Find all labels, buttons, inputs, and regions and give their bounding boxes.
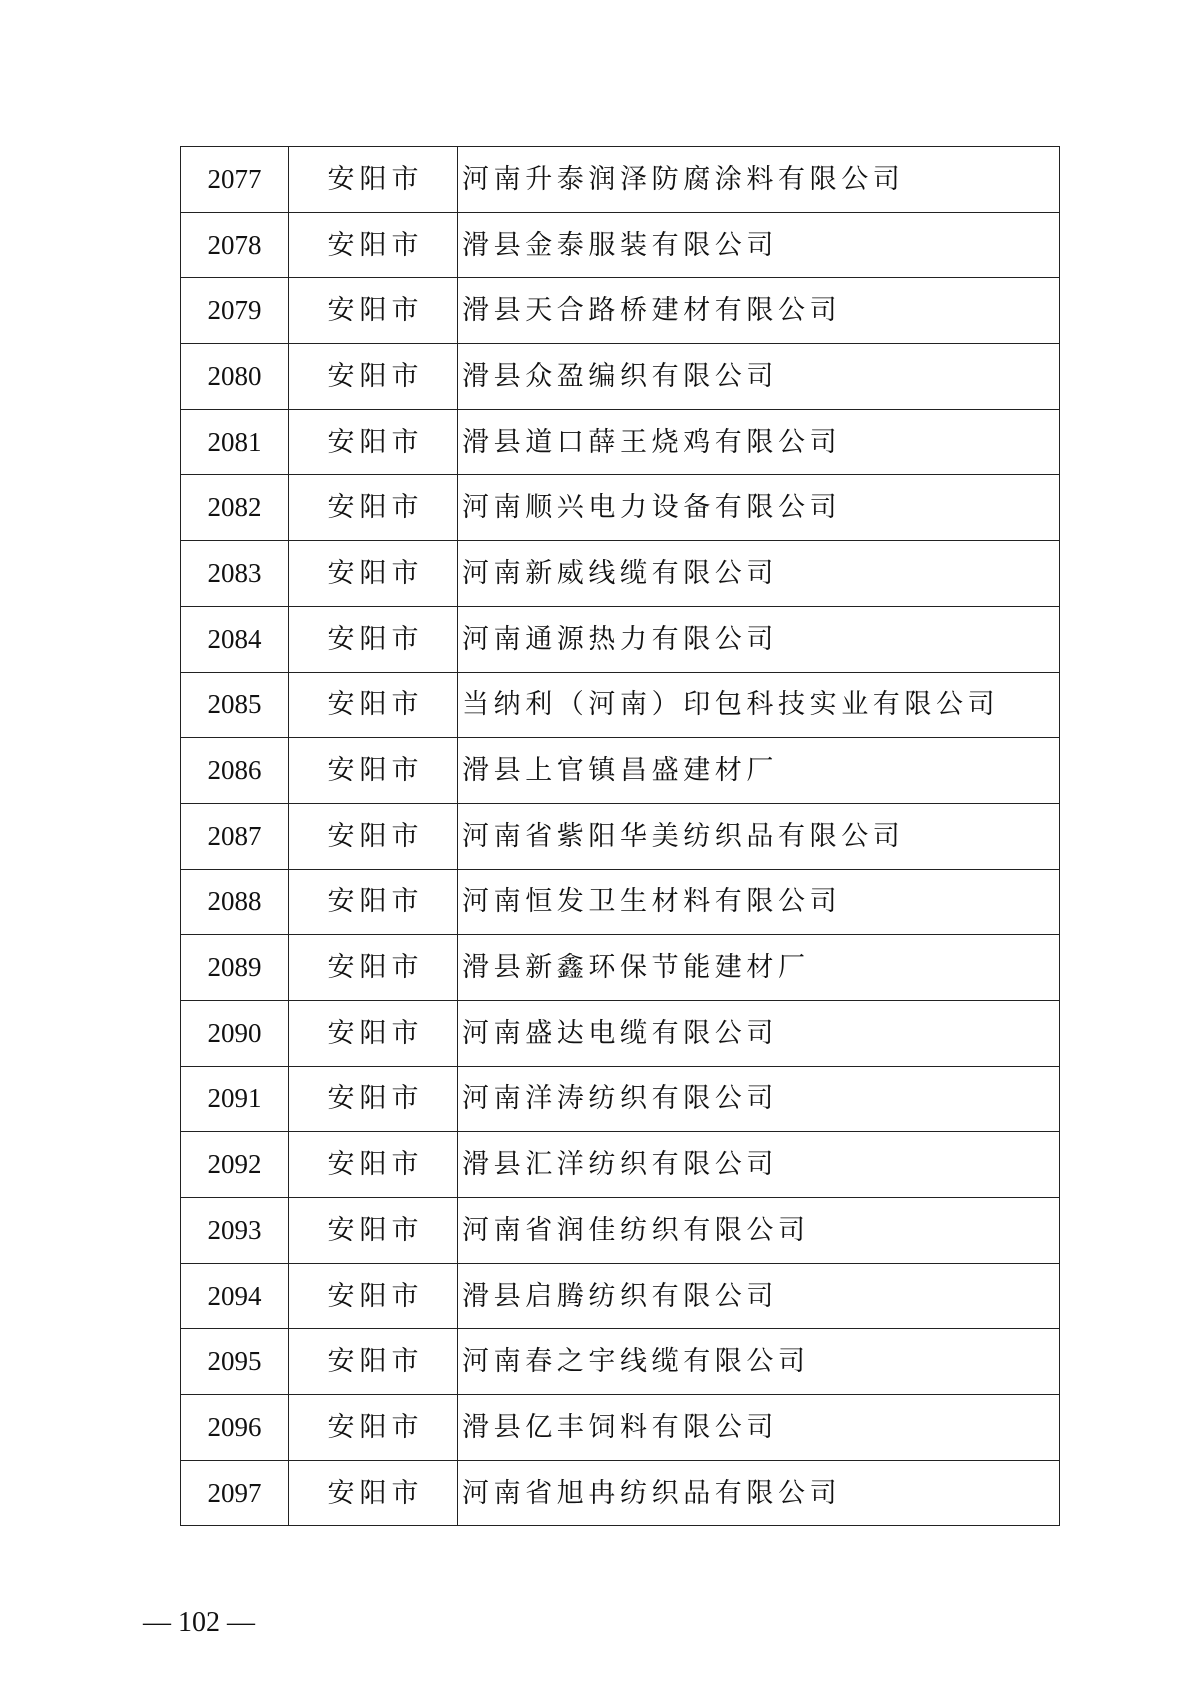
row-city: 安阳市 xyxy=(289,344,458,410)
row-number: 2090 xyxy=(181,1000,289,1066)
row-number: 2078 xyxy=(181,212,289,278)
table-row xyxy=(181,738,1060,804)
table-row xyxy=(181,1000,1060,1066)
row-company-name: 河南省紫阳华美纺织品有限公司 xyxy=(458,803,1060,869)
row-city: 安阳市 xyxy=(289,1329,458,1395)
row-company-name: 河南洋涛纺织有限公司 xyxy=(458,1066,1060,1132)
row-company-name: 河南春之宇线缆有限公司 xyxy=(458,1329,1060,1395)
row-number: 2091 xyxy=(181,1066,289,1132)
row-company-name: 河南新威线缆有限公司 xyxy=(458,541,1060,607)
row-company-name: 滑县道口薛王烧鸡有限公司 xyxy=(458,409,1060,475)
row-company-name: 河南盛达电缆有限公司 xyxy=(458,1000,1060,1066)
table-row xyxy=(181,344,1060,410)
row-number: 2084 xyxy=(181,606,289,672)
row-city: 安阳市 xyxy=(289,1198,458,1264)
table-row xyxy=(181,606,1060,672)
row-city: 安阳市 xyxy=(289,1066,458,1132)
row-number: 2083 xyxy=(181,541,289,607)
table-row xyxy=(181,475,1060,541)
row-city: 安阳市 xyxy=(289,935,458,1001)
table-row xyxy=(181,409,1060,475)
row-number: 2094 xyxy=(181,1263,289,1329)
row-number: 2081 xyxy=(181,409,289,475)
row-company-name: 滑县亿丰饲料有限公司 xyxy=(458,1395,1060,1461)
row-number: 2077 xyxy=(181,147,289,213)
table-row xyxy=(181,803,1060,869)
row-company-name: 河南省旭冉纺织品有限公司 xyxy=(458,1460,1060,1526)
row-city: 安阳市 xyxy=(289,1132,458,1198)
row-number: 2088 xyxy=(181,869,289,935)
row-number: 2092 xyxy=(181,1132,289,1198)
row-city: 安阳市 xyxy=(289,738,458,804)
row-number: 2085 xyxy=(181,672,289,738)
row-city: 安阳市 xyxy=(289,803,458,869)
row-company-name: 河南通源热力有限公司 xyxy=(458,606,1060,672)
table-row xyxy=(181,1263,1060,1329)
row-number: 2086 xyxy=(181,738,289,804)
table-row xyxy=(181,1132,1060,1198)
row-city: 安阳市 xyxy=(289,1263,458,1329)
row-city: 安阳市 xyxy=(289,1460,458,1526)
row-company-name: 滑县众盈编织有限公司 xyxy=(458,344,1060,410)
table-row xyxy=(181,147,1060,213)
row-number: 2080 xyxy=(181,344,289,410)
row-city: 安阳市 xyxy=(289,409,458,475)
row-company-name: 滑县天合路桥建材有限公司 xyxy=(458,278,1060,344)
table-row xyxy=(181,1198,1060,1264)
row-company-name: 滑县启腾纺织有限公司 xyxy=(458,1263,1060,1329)
table-row xyxy=(181,278,1060,344)
row-company-name: 滑县上官镇昌盛建材厂 xyxy=(458,738,1060,804)
table-body xyxy=(181,147,1060,1526)
row-city: 安阳市 xyxy=(289,1000,458,1066)
row-company-name: 滑县汇洋纺织有限公司 xyxy=(458,1132,1060,1198)
table-row xyxy=(181,1066,1060,1132)
row-company-name: 当纳利（河南）印包科技实业有限公司 xyxy=(458,672,1060,738)
row-city: 安阳市 xyxy=(289,147,458,213)
row-number: 2095 xyxy=(181,1329,289,1395)
row-company-name: 河南升泰润泽防腐涂料有限公司 xyxy=(458,147,1060,213)
table-row xyxy=(181,935,1060,1001)
row-company-name: 滑县金泰服装有限公司 xyxy=(458,212,1060,278)
row-number: 2082 xyxy=(181,475,289,541)
row-company-name: 河南省润佳纺织有限公司 xyxy=(458,1198,1060,1264)
table-row xyxy=(181,869,1060,935)
row-city: 安阳市 xyxy=(289,475,458,541)
row-city: 安阳市 xyxy=(289,606,458,672)
row-number: 2097 xyxy=(181,1460,289,1526)
row-city: 安阳市 xyxy=(289,541,458,607)
table-row xyxy=(181,672,1060,738)
row-city: 安阳市 xyxy=(289,1395,458,1461)
row-company-name: 河南恒发卫生材料有限公司 xyxy=(458,869,1060,935)
row-company-name: 河南顺兴电力设备有限公司 xyxy=(458,475,1060,541)
row-number: 2089 xyxy=(181,935,289,1001)
row-number: 2079 xyxy=(181,278,289,344)
row-city: 安阳市 xyxy=(289,869,458,935)
table-row xyxy=(181,541,1060,607)
page-number: — 102 — xyxy=(143,1607,255,1638)
row-number: 2087 xyxy=(181,803,289,869)
row-city: 安阳市 xyxy=(289,278,458,344)
row-number: 2096 xyxy=(181,1395,289,1461)
table-row xyxy=(181,1395,1060,1461)
row-company-name: 滑县新鑫环保节能建材厂 xyxy=(458,935,1060,1001)
company-list-table xyxy=(180,146,1060,1526)
table-row xyxy=(181,1329,1060,1395)
row-number: 2093 xyxy=(181,1198,289,1264)
row-city: 安阳市 xyxy=(289,672,458,738)
row-city: 安阳市 xyxy=(289,212,458,278)
table-row xyxy=(181,212,1060,278)
table-row xyxy=(181,1460,1060,1526)
